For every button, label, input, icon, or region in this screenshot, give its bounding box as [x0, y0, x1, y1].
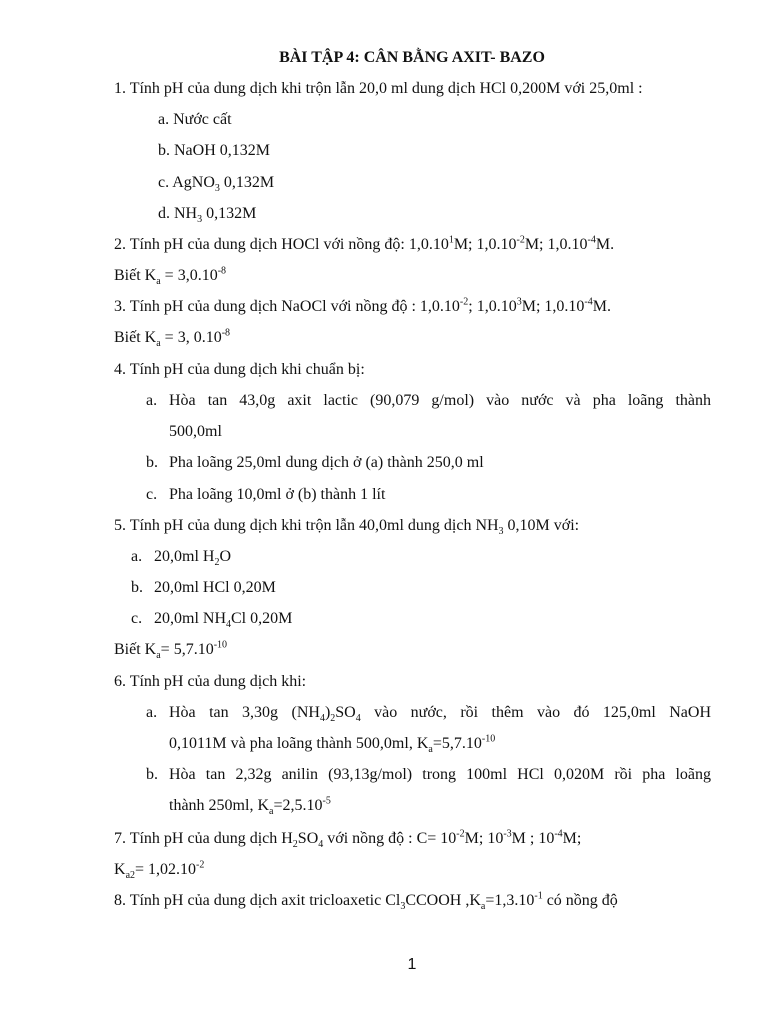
q7-ka2: $K_{a2}= 1,02.10^{-2}$ — [114, 859, 205, 882]
q1-option-a: a. Nước cất — [158, 111, 232, 128]
q4-option-c-label: c. — [146, 486, 158, 503]
q4-option-b: Pha loãng 25,0ml dung dịch ở (a) thành 250,0 ml — [169, 454, 484, 471]
q4-option-a-label: a. — [146, 392, 158, 409]
q6-option-a-line1: Hòa tan 3,30g $(NH_4)_2SO_4$ vào nước, rồi thêm vào đó 125,0ml NaOH — [169, 704, 712, 725]
q5-option-a-label: a. — [131, 548, 143, 565]
q5-option-c-label: c. — [131, 610, 143, 627]
question-3: 3. Tính pH của dung dịch NaOCl với nồng độ : $1,0.10^{-2}$; 1,0.10$^3$M; $1,0.10^{-4}M$. — [114, 296, 611, 315]
q5-option-c: 20,0ml $NH_4Cl$ 0,20M — [154, 610, 293, 631]
question-7: 7. Tính pH của dung dịch $H_2SO_4$ với nồng độ : $C= 10^{-2}M$; $10^{-3}M$ ; $10^{-4}M$; — [114, 828, 582, 851]
question-5: 5. Tính pH của dung dịch khi trộn lẫn 40,0ml dung dịch $NH_3$ 0,10M với: — [114, 517, 580, 538]
q1-option-d: d. $NH_3$ 0,132M — [158, 205, 257, 226]
q5-ka: Biết $K_a= 5,7.10^{-10}$ — [114, 639, 228, 662]
q6-option-b-line1: Hòa tan 2,32g anilin (93,13g/mol) trong 100ml HCl 0,020M rồi pha loãng — [169, 766, 711, 783]
q1-option-c: c. AgNO$_3$ 0,132M — [158, 174, 275, 195]
q6-option-b-line2: thành 250ml, $K_a=2,5.10^{-5}$ — [169, 795, 331, 818]
q4-option-b-label: b. — [146, 454, 158, 471]
q4-option-c: Pha loãng 10,0ml ở (b) thành 1 lít — [169, 486, 386, 503]
question-2: 2. Tính pH của dung dịch HOCl với nồng độ: 1,0.10$^1$M; $1,0.10^{-2}M$; $1,0.10^{-4}M$. — [114, 234, 615, 253]
q4-option-a-line1: Hòa tan 43,0g axit lactic (90,079 g/mol) vào nước và pha loãng thành — [169, 392, 711, 409]
q6-option-a-label: a. — [146, 704, 158, 721]
question-4: 4. Tính pH của dung dịch khi chuẩn bị: — [114, 361, 365, 378]
q6-option-a-line2: 0,1011M và pha loãng thành 500,0ml, $K_a=5,7.10^{-10}$ — [169, 733, 496, 756]
q2-ka: Biết $K_a = 3,0.10^{-8}$ — [114, 265, 227, 288]
q5-option-b: 20,0ml HCl 0,20M — [154, 579, 276, 596]
question-6: 6. Tính pH của dung dịch khi: — [114, 673, 307, 690]
question-1: 1. Tính pH của dung dịch khi trộn lẫn 20,0 ml dung dịch HCl 0,200M với 25,0ml : — [114, 80, 643, 97]
q1-option-b: b. NaOH 0,132M — [158, 142, 270, 159]
page-number: 1 — [407, 956, 417, 973]
q5-option-a: 20,0ml $H_2O$ — [154, 548, 232, 569]
page-title: BÀI TẬP 4: CÂN BẰNG AXIT- BAZO — [279, 49, 545, 66]
q6-option-b-label: b. — [146, 766, 158, 783]
question-8: 8. Tính pH của dung dịch axit tricloaxetic $Cl_3CCOOH$ $,K_a=1,3.10^{-1}$ có nồng độ — [114, 890, 618, 913]
q5-option-b-label: b. — [131, 579, 143, 596]
q4-option-a-line2: 500,0ml — [169, 423, 222, 440]
q3-ka: Biết $K_a = 3$, $0.10^{-8}$ — [114, 327, 231, 350]
